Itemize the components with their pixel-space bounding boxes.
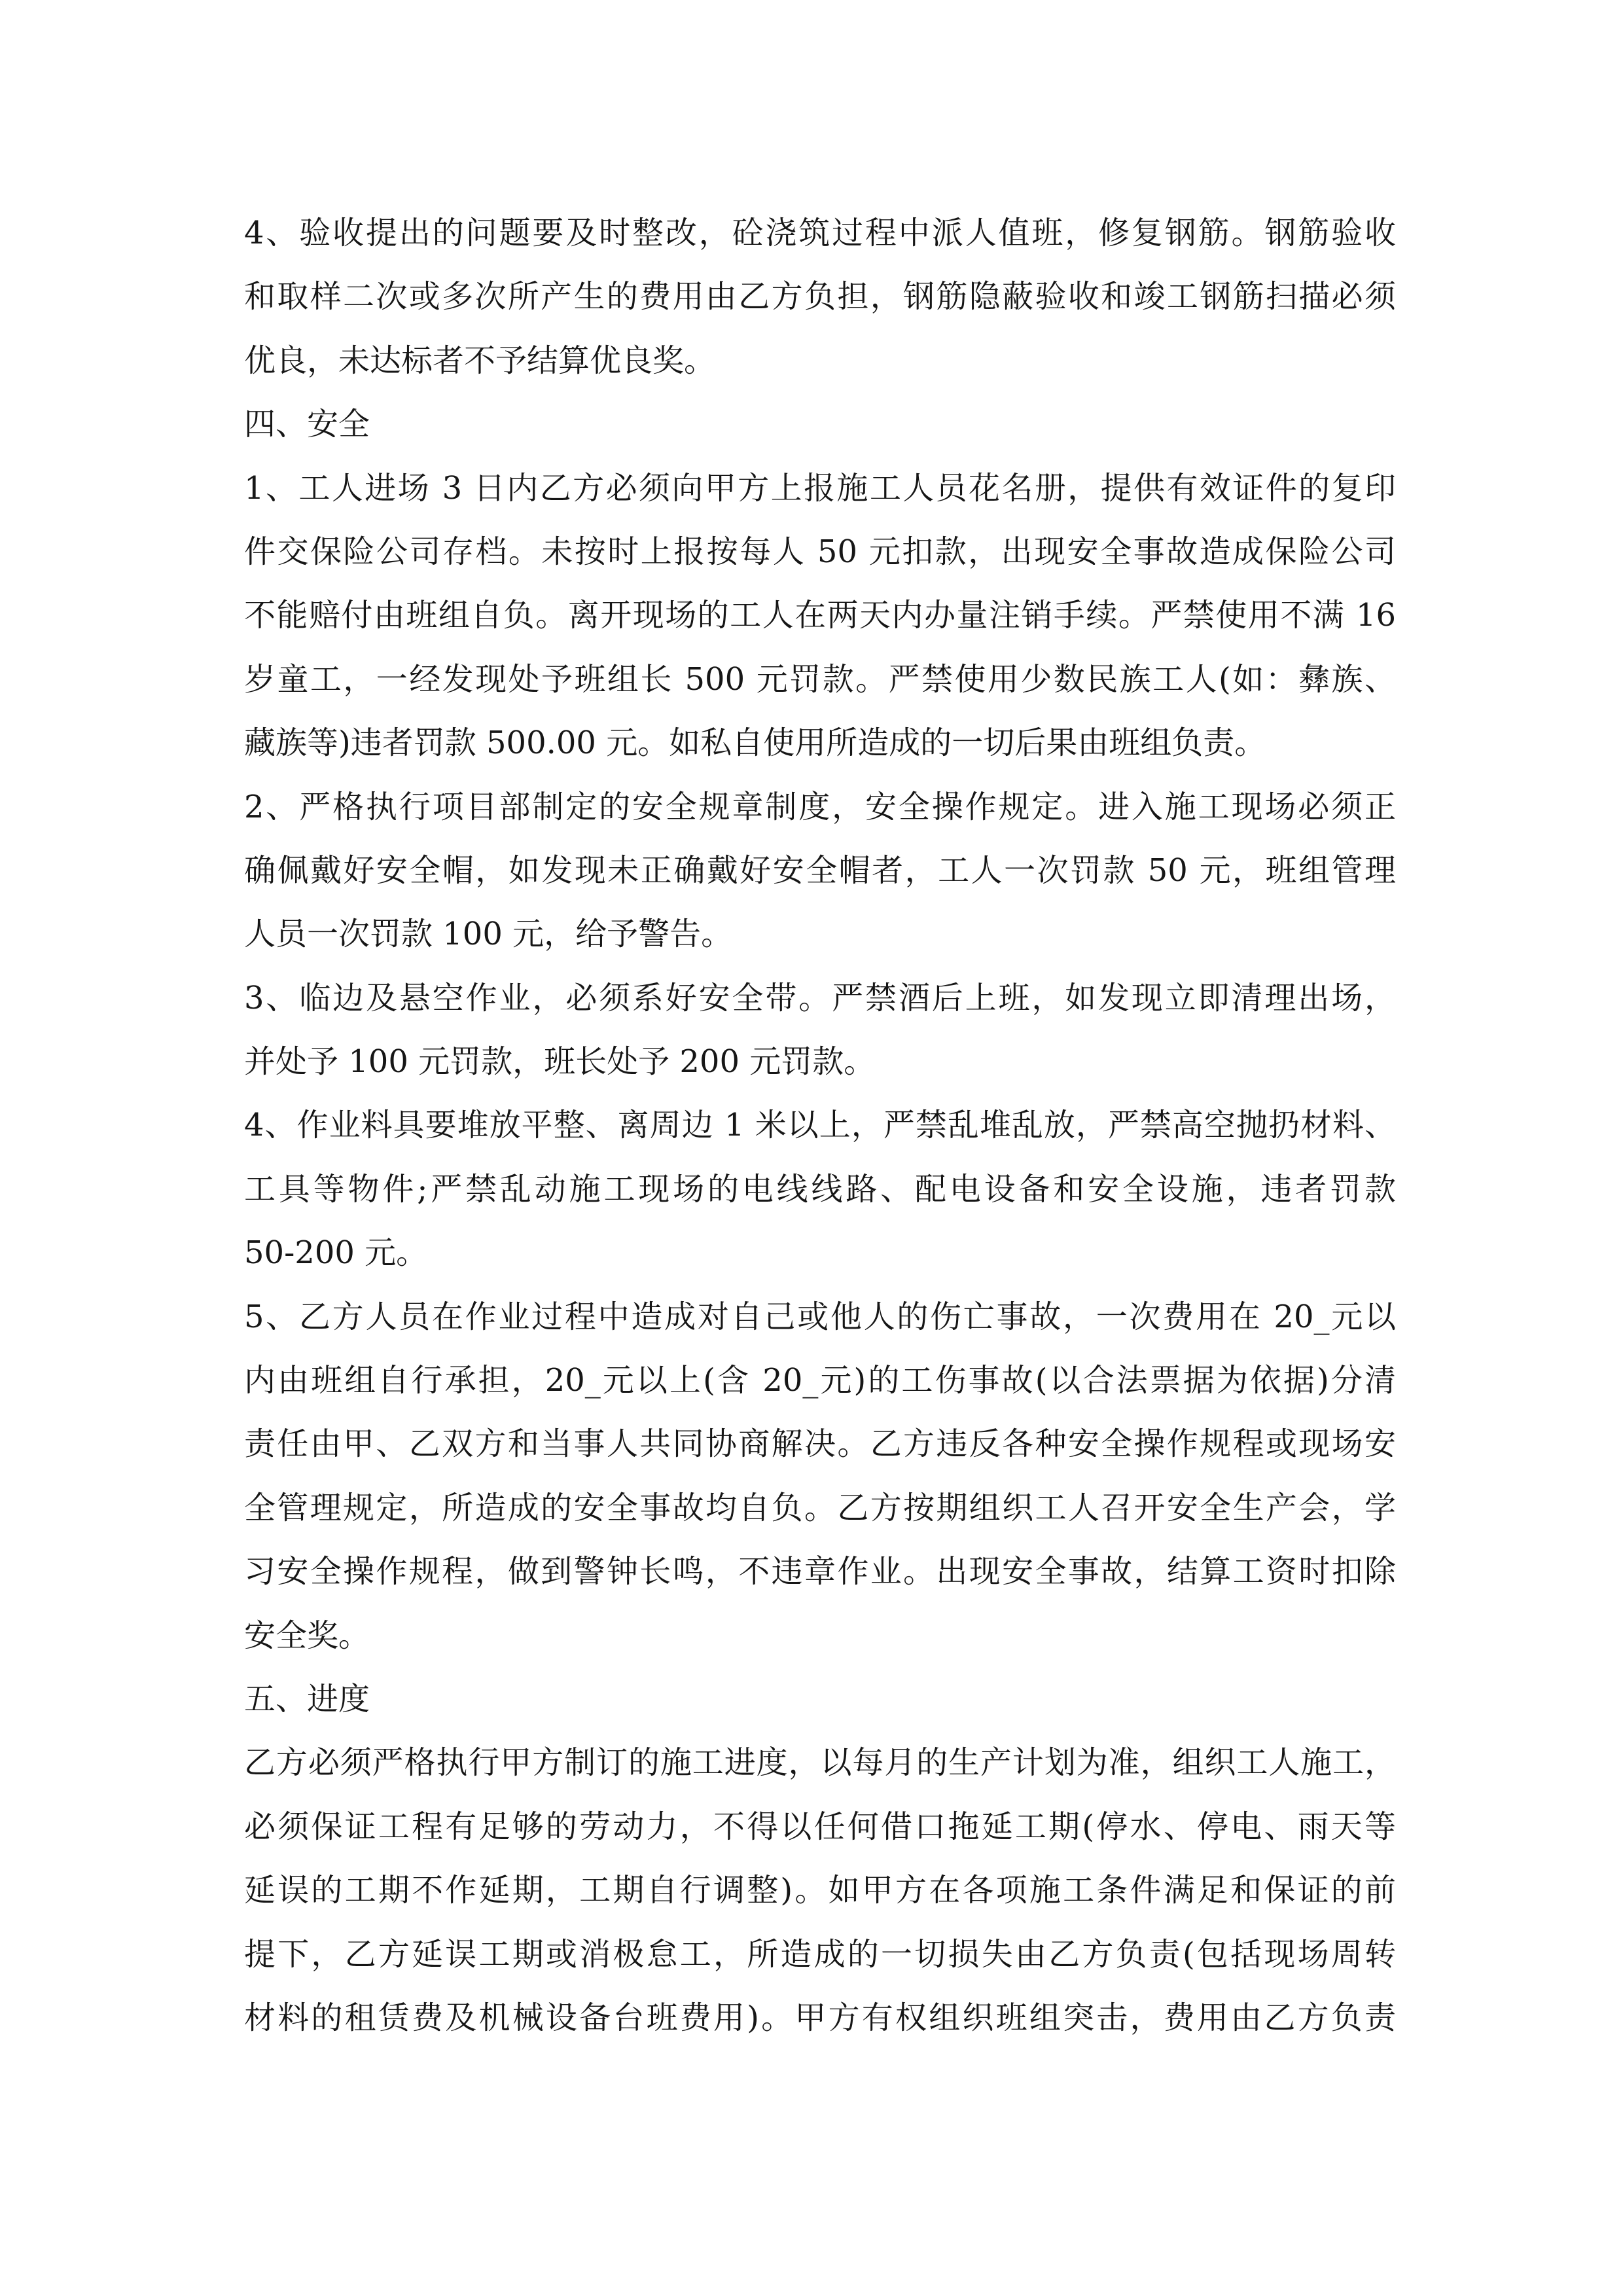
text-line: 和取样二次或多次所产生的费用由乙方负担，钢筋隐蔽验收和竣工钢筋扫描必须 [244, 278, 1396, 315]
text-line: 件交保险公司存档。未按时上报按每人 50 元扣款，出现安全事故造成保险公司 [244, 533, 1396, 570]
text-line: 全管理规定，所造成的安全事故均自负。乙方按期组织工人召开安全生产会，学 [244, 1489, 1396, 1526]
text-line: 确佩戴好安全帽，如发现未正确戴好安全帽者，工人一次罚款 50 元，班组管理 [244, 852, 1396, 889]
section-heading-progress: 五、进度 [244, 1680, 370, 1717]
text-line: 习安全操作规程，做到警钟长鸣，不违章作业。出现安全事故，结算工资时扣除 [244, 1553, 1396, 1590]
section-heading-safety: 四、安全 [244, 406, 370, 443]
text-line: 4、验收提出的问题要及时整改，砼浇筑过程中派人值班，修复钢筋。钢筋验收 [244, 215, 1396, 251]
text-line: 工具等物件;严禁乱动施工现场的电线线路、配电设备和安全设施，违者罚款 [244, 1170, 1396, 1208]
text-line: 优良，未达标者不予结算优良奖。 [244, 342, 716, 379]
text-line: 并处予 100 元罚款，班长处予 200 元罚款。 [244, 1043, 876, 1081]
text-line: 延误的工期不作延期，工期自行调整)。如甲方在各项施工条件满足和保证的前 [244, 1872, 1396, 1909]
text-line: 内由班组自行承担，20_元以上(含 20_元)的工伤事故(以合法票据为依据)分清 [244, 1362, 1396, 1399]
text-line: 3、临边及悬空作业，必须系好安全带。严禁酒后上班，如发现立即清理出场， [244, 979, 1396, 1016]
text-line: 责任由甲、乙双方和当事人共同协商解决。乙方违反各种安全操作规程或现场安 [244, 1426, 1396, 1463]
text-line: 岁童工，一经发现处予班组长 500 元罚款。严禁使用少数民族工人(如：彝族、 [244, 660, 1396, 698]
text-line: 1、工人进场 3 日内乙方必须向甲方上报施工人员花名册，提供有效证件的复印 [244, 469, 1396, 507]
text-line: 50-200 元。 [244, 1234, 428, 1272]
text-line: 人员一次罚款 100 元，给予警告。 [244, 916, 733, 953]
text-line: 5、乙方人员在作业过程中造成对自己或他人的伤亡事故，一次费用在 20_元以 [244, 1298, 1396, 1335]
text-line: 不能赔付由班组自负。离开现场的工人在两天内办量注销手续。严禁使用不满 16 [244, 597, 1396, 634]
text-line: 藏族等)违者罚款 500.00 元。如私自使用所造成的一切后果由班组负责。 [244, 725, 1266, 762]
text-line: 安全奖。 [244, 1617, 370, 1654]
body-text [244, 202, 1396, 2050]
text-line: 提下，乙方延误工期或消极怠工，所造成的一切损失由乙方负责(包括现场周转 [244, 1935, 1396, 1973]
text-line: 2、严格执行项目部制定的安全规章制度，安全操作规定。进入施工现场必须正 [244, 788, 1396, 825]
text-line: 必须保证工程有足够的劳动力，不得以任何借口拖延工期(停水、停电、雨天等 [244, 1808, 1396, 1845]
text-line: 材料的租赁费及机械设备台班费用)。甲方有权组织班组突击，费用由乙方负责 [244, 1999, 1396, 2036]
text-line: 乙方必须严格执行甲方制订的施工进度，以每月的生产计划为准，组织工人施工， [244, 1744, 1396, 1782]
text-line: 4、作业料具要堆放平整、离周边 1 米以上，严禁乱堆乱放，严禁高空抛扔材料、 [244, 1107, 1396, 1144]
